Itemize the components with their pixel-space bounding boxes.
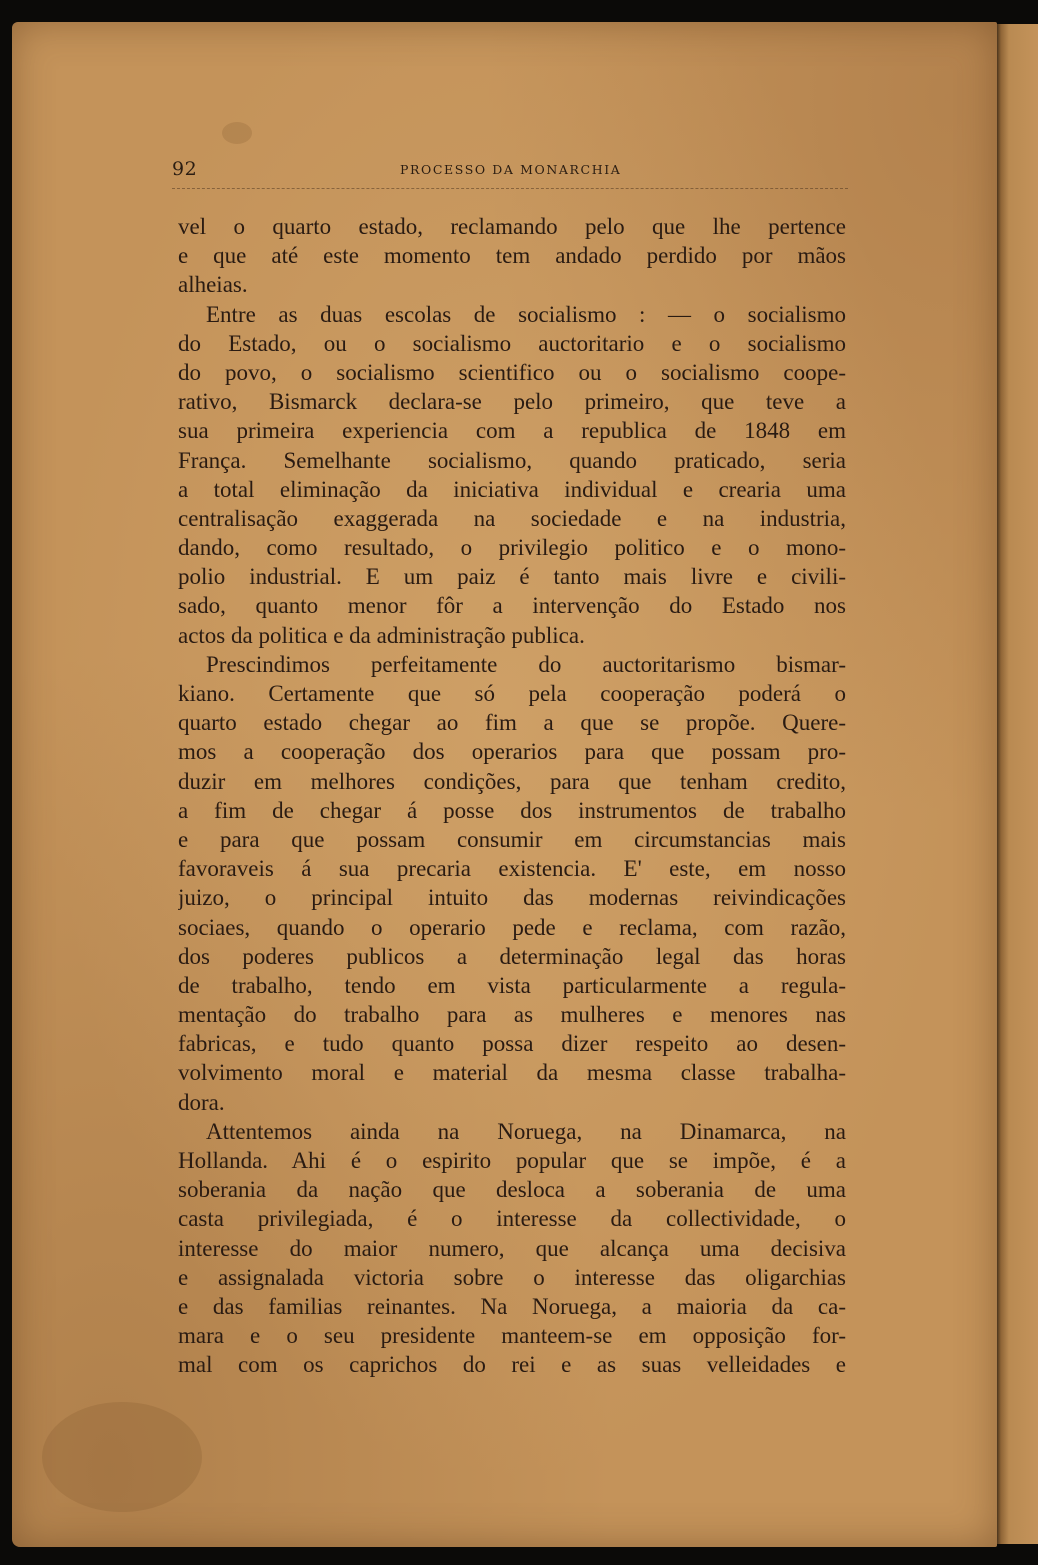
text-line: mal com os caprichos do rei e as suas velleidades e	[178, 1352, 846, 1378]
paper-stain	[42, 1402, 202, 1512]
text-line: e que até este momento tem andado perdido por mãos	[178, 243, 846, 269]
text-line: e para que possam consumir em circumstancias mais	[178, 826, 846, 852]
text-line: juizo, o principal intuito das modernas reivindicações	[178, 885, 846, 911]
paragraph-start-line: Prescindimos perfeitamente do auctoritarismo bismar-	[206, 651, 846, 677]
text-line: kiano. Certamente que só pela cooperação poderá o	[178, 681, 846, 706]
text-line: polio industrial. E um paiz é tanto mais livre e civili-	[178, 564, 846, 590]
text-line: mentação do trabalho para as mulheres e menores nas	[178, 1002, 846, 1028]
text-line: a fim de chegar á posse dos instrumentos de trabalho	[178, 797, 846, 823]
text-line: favoraveis á sua precaria existencia. E' este, em nosso	[178, 856, 846, 882]
text-line: dos poderes publicos a determinação legal das horas	[178, 943, 846, 969]
text-line: de trabalho, tendo em vista particularmente a regula-	[178, 972, 846, 998]
text-line: alheias.	[178, 272, 248, 298]
text-line: mara e o seu presidente manteem-se em opposição for-	[178, 1323, 846, 1349]
text-line: quarto estado chegar ao fim a que se propõe. Quere-	[178, 710, 846, 736]
text-line: sado, quanto menor fôr a intervenção do Estado nos	[178, 593, 846, 619]
text-line: Hollanda. Ahi é o espirito popular que se impõe, é a	[178, 1148, 846, 1173]
text-line: dando, como resultado, o privilegio politico e o mono-	[178, 535, 846, 561]
text-line: mos a cooperação dos operarios para que possam pro-	[178, 739, 846, 765]
text-line: interesse do maior numero, que alcança uma decisiva	[178, 1235, 846, 1261]
header-divider	[172, 188, 848, 189]
text-line: do povo, o socialismo scientifico ou o socialismo coope-	[178, 359, 846, 385]
text-line: do Estado, ou o socialismo auctoritario e o socialismo	[178, 330, 846, 356]
text-line: e das familias reinantes. Na Noruega, a maioria da ca-	[178, 1293, 846, 1319]
body-text	[178, 212, 846, 1380]
page-number: 92	[172, 158, 198, 180]
facing-page-edge	[995, 24, 1038, 1544]
text-line: sua primeira experiencia com a republica de 1848 em	[178, 418, 846, 444]
text-line: França. Semelhante socialismo, quando praticado, seria	[178, 447, 846, 473]
paragraph-start-line: Attentemos ainda na Noruega, na Dinamarca, na	[206, 1118, 846, 1144]
text-line: centralisação exaggerada na sociedade e na industria,	[178, 505, 846, 531]
text-line: e assignalada victoria sobre o interesse das oligarchias	[178, 1264, 846, 1290]
text-line: vel o quarto estado, reclamando pelo que lhe pertence	[178, 214, 846, 239]
text-line: rativo, Bismarck declara-se pelo primeiro, que teve a	[178, 389, 846, 415]
text-line: fabricas, e tudo quanto possa dizer respeito ao desen-	[178, 1031, 846, 1057]
text-line: volvimento moral e material da mesma classe trabalha-	[178, 1060, 846, 1086]
text-line: soberania da nação que desloca a soberania de uma	[178, 1177, 846, 1203]
text-line: actos da politica e da administração publica.	[178, 622, 585, 648]
paper-stain	[222, 122, 252, 144]
text-line: duzir em melhores condições, para que tenham credito,	[178, 768, 846, 794]
running-head: PROCESSO DA MONARCHIA	[400, 162, 622, 177]
text-line: sociaes, quando o operario pede e reclama, com razão,	[178, 914, 846, 940]
text-line: dora.	[178, 1089, 225, 1115]
paragraph-start-line: Entre as duas escolas de socialismo : — o socialismo	[206, 301, 846, 327]
page-header	[172, 158, 848, 184]
text-line: a total eliminação da iniciativa individual e crearia uma	[178, 476, 846, 502]
text-line: casta privilegiada, é o interesse da collectividade, o	[178, 1206, 846, 1232]
